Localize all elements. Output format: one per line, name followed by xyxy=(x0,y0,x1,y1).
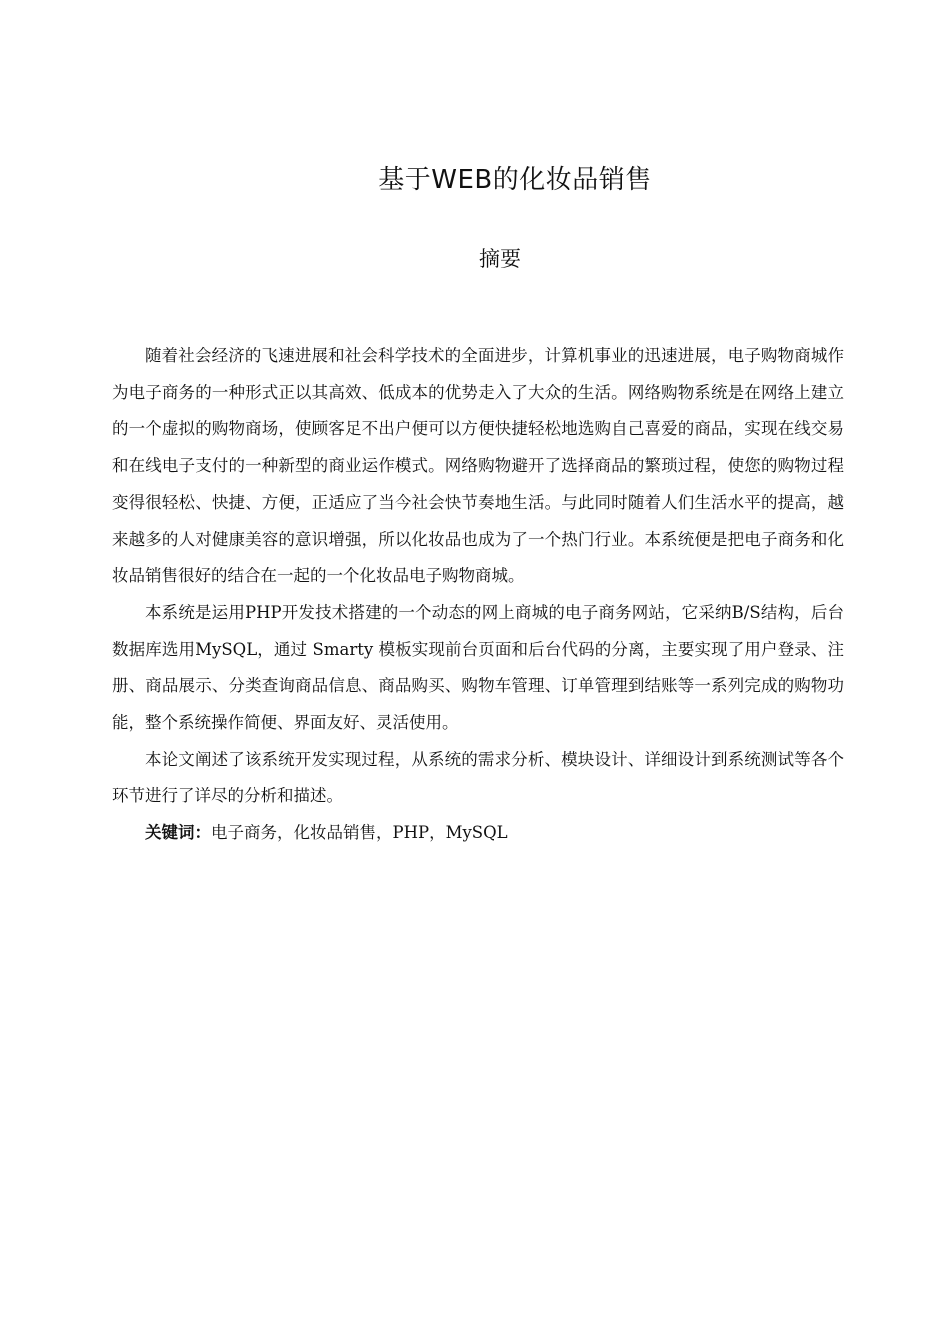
keywords-line xyxy=(112,815,844,852)
abstract-paragraph-3: 本论文阐述了该系统开发实现过程，从系统的需求分析、模块设计、详细设计到系统测试等各个环节进行了详尽的分析和描述。 xyxy=(112,749,844,806)
abstract-body xyxy=(112,338,844,852)
keywords-text: 电子商务，化妆品销售，PHP，MySQL xyxy=(211,823,508,843)
abstract-heading: 摘要 xyxy=(479,247,521,271)
abstract-paragraph-1: 随着社会经济的飞速进展和社会科学技术的全面进步，计算机事业的迅速进展，电子购物商城作为电子商务的一种形式正以其高效、低成本的优势走入了大众的生活。网络购物系统是在网络上建立的一个虚拟的购物商场，使顾客足不出户便可以方便快捷轻松地选购自己喜爱的商品，实现在线交易和在线电子支付的一种新型的商业运作模式。网络购物避开了选择商品的繁琐过程，使您的购物过程变得很轻松、快捷、方便，正适应了当今社会快节奏地生活。与此同时随着人们生活水平的提高，越来越多的人对健康美容的意识增强，所以化妆品也成为了一个热门行业。本系统便是把电子商务和化妆品销售很好的结合在一起的一个化妆品电子购物商城。 xyxy=(112,346,844,586)
keywords-label: 关键词： xyxy=(145,823,211,843)
document-title: 基于WEB的化妆品销售 xyxy=(378,165,652,195)
abstract-paragraph-2: 本系统是运用PHP开发技术搭建的一个动态的网上商城的电子商务网站，它采纳B/S结构，后台数据库选用MySQL，通过 Smarty 模板实现前台页面和后台代码的分离，主要实现了用户登录、注册、商品展示、分类查询商品信息、商品购买、购物车管理、订单管理到结账等一系列完成的购物功能，整个系统操作简便、界面友好、灵活使用。 xyxy=(112,602,844,733)
